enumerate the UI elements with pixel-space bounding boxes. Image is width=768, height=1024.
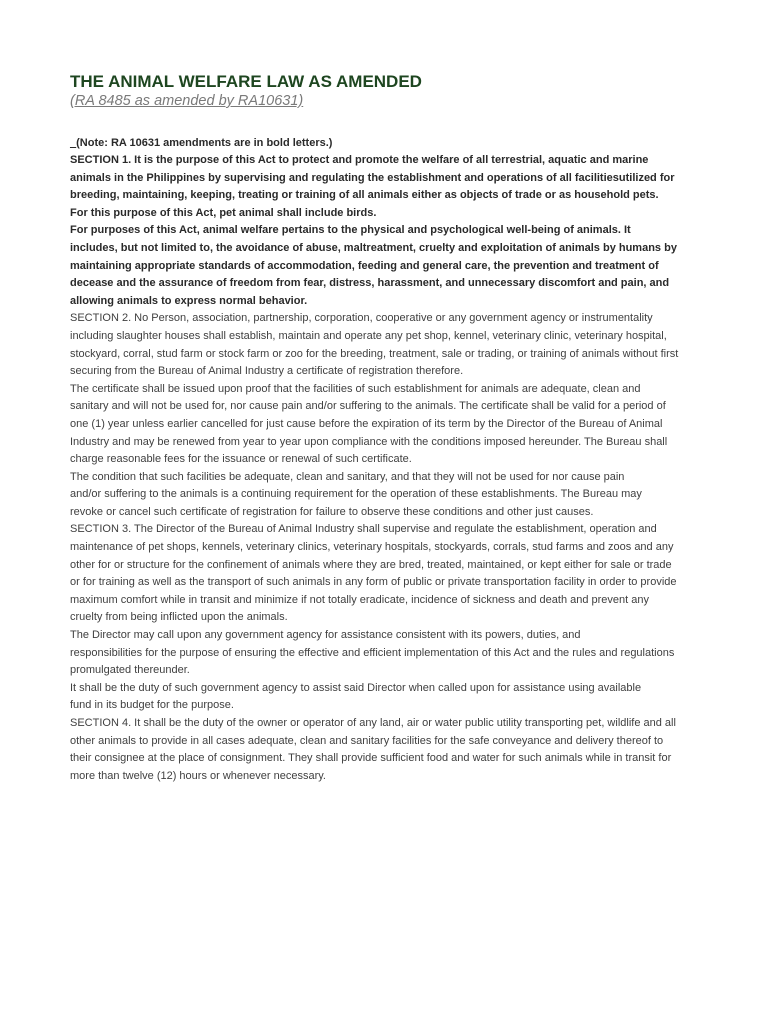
section-3-agency-duty-paragraph: It shall be the duty of such government agency to assist said Director when called upon for assistance using available fund in its budget for the purpose. bbox=[70, 681, 642, 712]
document-title: THE ANIMAL WELFARE LAW AS AMENDED bbox=[70, 72, 422, 91]
section-3-paragraph: SECTION 3. The Director of the Bureau of Animal Industry shall supervise and regulate the establishment, operation and maintenance of pet shops, kennels, veterinary clinics, veterinary hospitals, stockyards, corrals, stud farms and zoos and any other for or structure for the confinement of animals where they are bred, treated, maintained, or kept either for sale or trade or for training as well as the transport of such animals in any form of public or private transportation facility in order to provide maximum comfort while in transit and minimize if not totally eradicate, incidence of sickness and death and prevent any cruelty from being inflicted upon the animals. bbox=[70, 523, 677, 624]
note-prefix: _ bbox=[70, 137, 77, 149]
document-subtitle: (RA 8485 as amended by RA10631) bbox=[70, 93, 304, 109]
note-text: (Note: RA 10631 amendments are in bold letters.) bbox=[76, 137, 333, 149]
section-2-condition-paragraph: The condition that such facilities be adequate, clean and sanitary, and that they will not be used for nor cause pain and/or suffering to the animals is a continuing requirement for the operation of these establishments. The Bureau may revoke or cancel such certificate of registration for failure to observe these conditions and other just causes. bbox=[70, 470, 642, 518]
section-4-paragraph: SECTION 4. It shall be the duty of the owner or operator of any land, air or water public utility transporting pet, wildlife and all other animals to provide in all cases adequate, clean and sanitary facilities for the safe conveyance and delivery thereof to their consignee at the place of consignment. They shall provide sufficient food and water for such animals while in transit for more than twelve (12) hours or whenever necessary. bbox=[70, 717, 676, 782]
section-2-paragraph: SECTION 2. No Person, association, partnership, corporation, cooperative or any government agency or instrumentality including slaughter houses shall establish, maintain and operate any pet shop, kennel, veterinary clinic, veterinary hospital, stockyard, corral, stud farm or stock farm or zoo for the breeding, treatment, sale or trading, or training of animals without first securing from the Bureau of Animal Industry a certificate of registration therefore. bbox=[70, 312, 679, 378]
amendment-note bbox=[70, 134, 700, 152]
section-2-certificate-paragraph: The certificate shall be issued upon proof that the facilities of such establishment for animals are adequate, clean and sanitary and will not be used for, nor cause pain and/or suffering to the animals. The certificate shall be valid for a period of one (1) year unless earlier cancelled for just cause before the expiration of its term by the Director of the Bureau of Animal Industry and may be renewed from year to year upon compliance with the conditions imposed hereunder. The Bureau shall charge reasonable fees for the issuance or renewal of such certificate. bbox=[70, 382, 668, 466]
document-page bbox=[70, 72, 700, 785]
section-3-director-paragraph: The Director may call upon any government agency for assistance consistent with its powers, duties, and responsibilities for the purpose of ensuring the effective and efficient implementation of this Act and the rules and regulations promulgated thereunder. bbox=[70, 629, 675, 677]
section-1-paragraph: SECTION 1. It is the purpose of this Act to protect and promote the welfare of all terrestrial, aquatic and marine animals in the Philippines by supervising and regulating the establishment and operations of all facilitiesutilized for breeding, maintaining, keeping, treating or training of all animals either as objects of trade or as household pets. For this purpose of this Act, pet animal shall include birds. bbox=[70, 154, 675, 219]
section-1-animal-welfare-paragraph: For purposes of this Act, animal welfare pertains to the physical and psychological well-being of animals. It includes, but not limited to, the avoidance of abuse, maltreatment, cruelty and exploitation of animals by humans by maintaining appropriate standards of accommodation, feeding and general care, the prevention and treatment of decease and the assurance of freedom from fear, distress, harassment, and unnecessary discomfort and pain, and allowing animals to express normal behavior. bbox=[70, 224, 677, 307]
